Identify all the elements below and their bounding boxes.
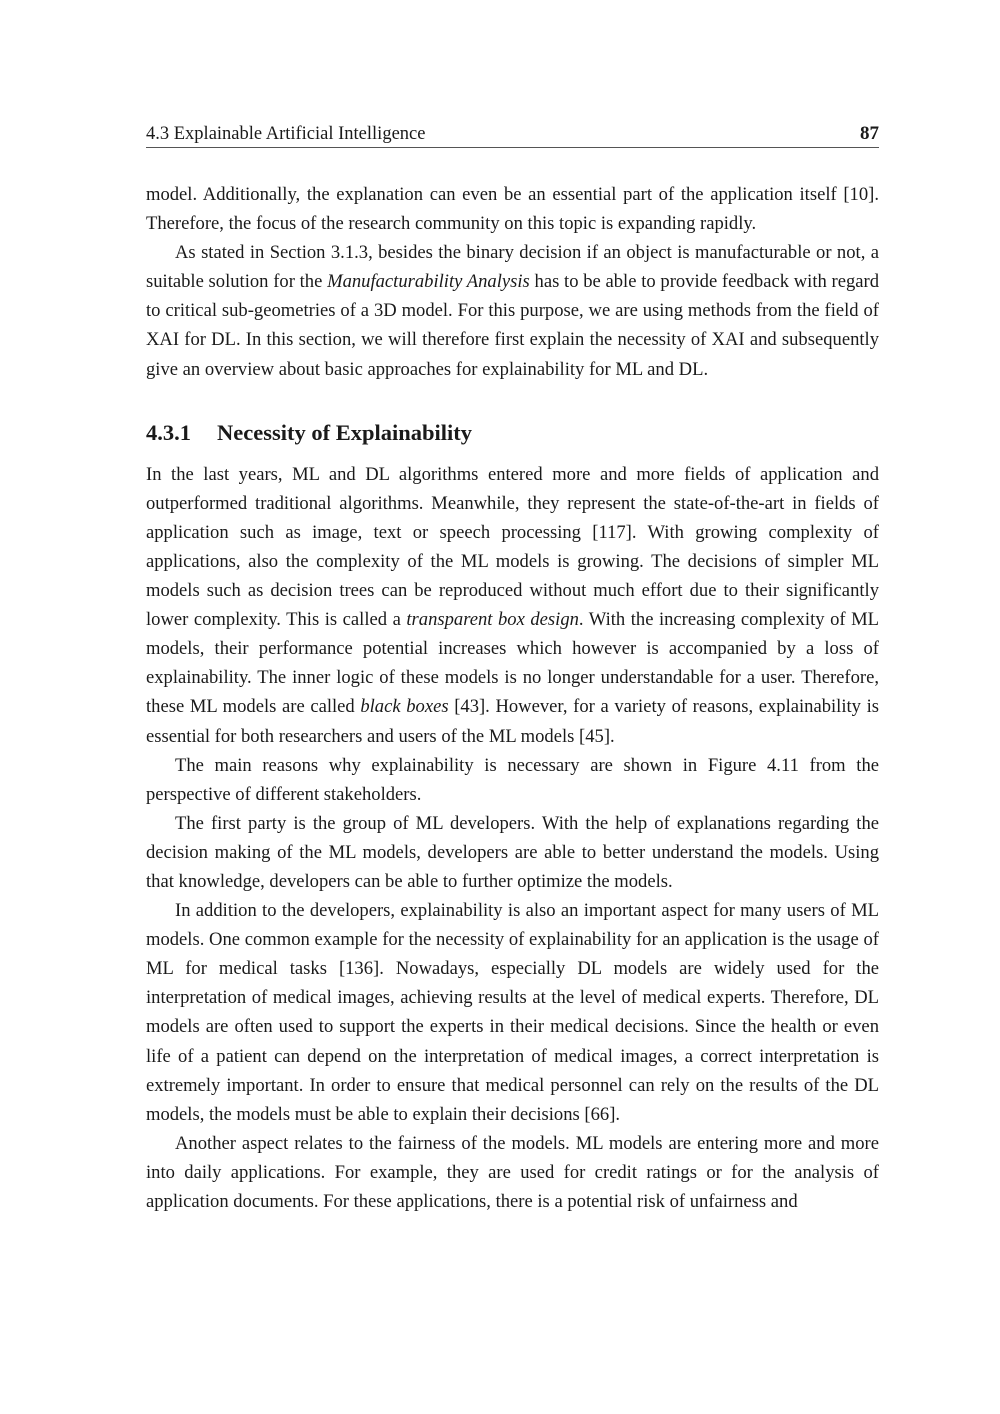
- section-heading: [146, 418, 879, 448]
- text-run: has to be able to provide feedback with regard to critical sub-geometries of a 3D model. For this purpose, we are using methods from the field of XAI for DL. In this section, we will therefore first explain the necessity of XAI and subsequently give an overview about basic approaches for explainability for ML and DL.: [146, 271, 880, 380]
- paragraph: Another aspect relates to the fairness of the models. ML models are entering more and more into daily applications. For example, they are used for credit ratings or for the analysis of application documents. For these applications, there is a potential risk of unfairness and: [146, 1132, 879, 1212]
- paragraph: [146, 460, 879, 751]
- header-section-title: 4.3 Explainable Artificial Intelligence: [146, 124, 426, 144]
- text-run: As stated in Section 3.1.3, besides the binary decision if an object is manufacturable or not, a suitable solution for the: [146, 242, 879, 293]
- section-title: Necessity of Explainability: [217, 419, 473, 445]
- emphasis: Manufacturability Analysis: [327, 271, 530, 293]
- emphasis: transparent box design: [406, 609, 579, 631]
- body-text: [146, 180, 879, 1216]
- text-run: . With the increasing complexity of ML models, their performance potential increases which however is accompanied by a loss of explainability. The inner logic of these models is no longer understandable for a user. Therefore, these ML models are called: [146, 609, 879, 718]
- text-run: [43]. However, for a variety of reasons, explainability is essential for both researchers and users of the ML models [45].: [146, 696, 879, 747]
- text-run: In the last years, ML and DL algorithms entered more and more fields of application and outperformed traditional algorithms. Meanwhile, they represent the state-of-the-art in fields of application such as image, text or speech processing [117]. With growing complexity of applications, also the complexity of the ML models is growing. The decisions of simpler ML models such as decision trees can be reproduced without much effort due to their significantly lower complexity. This is called a: [146, 463, 879, 631]
- emphasis: black boxes: [360, 696, 449, 718]
- paragraph: [146, 238, 879, 383]
- running-header: [146, 121, 879, 148]
- paragraph: The first party is the group of ML developers. With the help of explanations regarding the decision making of the ML models, developers are able to better understand the models. Using that knowledge, developers can be able to further optimize the models.: [146, 812, 879, 892]
- paragraph: In addition to the developers, explainability is also an important aspect for many users of ML models. One common example for the necessity of explainability for an application is the usage of ML for medical tasks [136]. Nowadays, especially DL models are widely used for the interpretation of medical images, achieving results at the level of medical experts. Therefore, DL models are often used to support the experts in their medical decisions. Since the health or even life of a patient can depend on the interpretation of medical images, a correct interpretation is extremely important. In order to ensure that medical personnel can rely on the results of the DL models, the models must be able to explain their decisions [66].: [146, 900, 879, 1125]
- paragraph: The main reasons why explainability is necessary are shown in Figure 4.11 from the perspective of different stakeholders.: [146, 754, 879, 805]
- page-number: 87: [860, 123, 879, 144]
- section-number: 4.3.1: [146, 419, 191, 445]
- paragraph: model. Additionally, the explanation can even be an essential part of the application itself [10]. Therefore, the focus of the research community on this topic is expanding rapidly.: [146, 184, 879, 235]
